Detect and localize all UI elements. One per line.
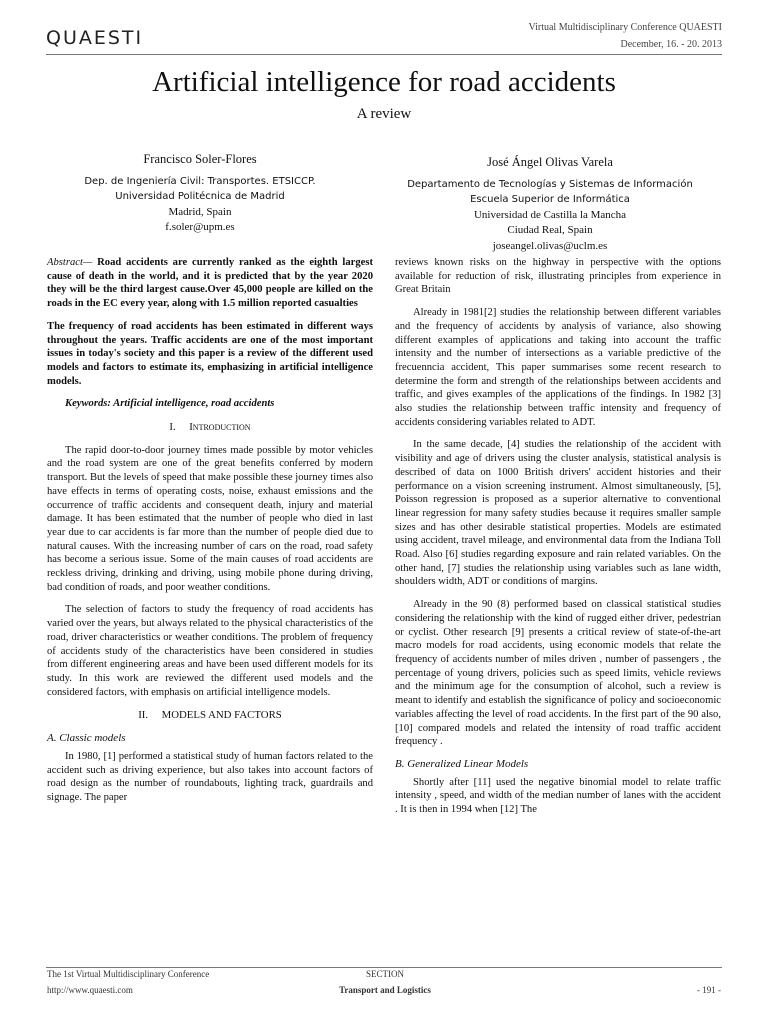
footer-left [47, 966, 209, 998]
page-number: - 191 - [697, 985, 721, 995]
footer-center [300, 966, 470, 998]
footer-section-name: Transport and Logistics [339, 985, 431, 995]
conference-name: Virtual Multidisciplinary Conference QUAESTI [528, 22, 722, 33]
keywords: Keywords: Artificial intelligence, road accidents [65, 398, 275, 410]
body-paragraph: Already in the 90 (8) performed based on classical statistical studies considering the relationship with the kind of rugged either driver, pedestrian or cyclist. Other research [9] presents a critical review of state-of-the-art macro models for road accidents, using economic models that relate the frequency of accidents number of miles driven , number of passengers , the percentage of young drivers, policies such as speed limits, vehicle reviews and the minimum age for the consumption of alcohol, such a review is meant to identify and establish the significance of policy and socioeconomic variables affecting the level of road accidents. In the first part of the 90 also, [10] compared models and related the intensity of road traffic accident frequency . [395, 599, 721, 748]
author-location: Ciudad Real, Spain [507, 224, 593, 236]
author-email[interactable]: joseangel.olivas@uclm.es [492, 239, 608, 252]
author-institution: Universidad Politécnica de Madrid [115, 191, 285, 202]
section-number: I. [169, 421, 176, 434]
abstract-paragraph [47, 256, 373, 311]
footer-section-label: SECTION [366, 969, 404, 979]
subsection-heading-glm: B. Generalized Linear Models [395, 757, 529, 770]
left-column [47, 256, 373, 814]
body-paragraph: The rapid door-to-door journey times made possible by motor vehicles and the road system are one of the great benefits conferred by modern transport. But the levels of speed that make possible these journey times also have effects in terms of operating costs, noise, exhaust emissions and the occurrence of traffic accidents and consequent death, injury and material damage. It has been estimated that the number of people who died in last year due to car accidents is far more than the number of people died due to natural causes. With the increasing number of cars on the road, road safety has become a serious issue. Some of the main causes of road accidents are reckless driving, drinking and driving, using mobile phone during driving, bad condition of roads, and poor weather conditions. [47, 444, 373, 593]
footer-conference: The 1st Virtual Multidisciplinary Conference [47, 969, 210, 979]
section-number: II. [138, 709, 149, 722]
author-department: Departamento de Tecnologías y Sistemas de Información [407, 178, 693, 190]
body-paragraph: In the same decade, [4] studies the relationship of the accident with visibility and age of drivers using the cluster analysis, statistical analysis is described of data on 1000 British drivers' accident histories and their performance on a vision screening instrument. Almost simultaneously, [5], Poisson regression is proposed as a superior alternative to conventional linear regression for many safety studies because it requires smaller sample sizes and has other desirable statistical properties. Models are estimated using accident, travel mileage, and environmental data from the Indiana Toll Road. Also [6] studies regarding exposure and rain related variables. On the other hand, [7] studies the relationship using variables such as lane width, shoulders width, ADT or conditions of margins. [395, 439, 721, 588]
header-rule [46, 54, 722, 55]
paper-subtitle: A review [356, 106, 412, 122]
conference-dates: December, 16. - 20. 2013 [620, 39, 722, 50]
body-paragraph: The selection of factors to study the frequency of road accidents has varied over the years, but always related to the physical characteristics of the road, driver characteristics or weather conditions. The problem of frequency of accidents study of the characteristics have been considered in studies from different engineering areas and have been used different models for its study. In this work are reviewed the different used models and the considered factors, with emphasis on artificial intelligence models. [47, 604, 373, 698]
body-paragraph: In 1980, [1] performed a statistical study of human factors related to the accident such as driving experience, but also takes into account factors of road design as the number of roundabouts, lighting track, guardrails and signage. The paper [47, 750, 373, 803]
conference-logo: QUAESTI [46, 27, 144, 49]
section-heading-introduction [47, 421, 373, 435]
body-paragraph: Already in 1981[2] studies the relationship between different variables and the frequency of accidents by analysis of variance, also showing different examples of applications and taking into account the traffic intensity and the number of intersections as a variable predictive of the frecuenncia accident, This paper summarises some recent research to determine the form and strength of the relationships between accidents and traffic, and gives examples of the applications of the findings. In 1982 [3] also studies the relationship between traffic intensity and frequency of accidents considering variables related to ADT. [395, 307, 721, 428]
body-paragraph: Shortly after [11] used the negative binomial model to relate traffic intensity , speed, and width of the median number of lanes with the accident . It is then in 1994 when [12] The [395, 776, 721, 816]
author-location: Madrid, Spain [168, 205, 232, 218]
author-block-1 [60, 152, 340, 236]
section-heading-models [47, 709, 373, 723]
author-email[interactable]: f.soler@upm.es [165, 221, 235, 233]
abstract-paragraph-2: The frequency of road accidents has been estimated in different ways throughout the years. Traffic accidents are one of the most important issues in today's society and this paper is a review of the different used models and factors to estimate its, emphasizing in artificial intelligence models. [47, 320, 373, 387]
section-title: MODELS AND FACTORS [161, 709, 282, 722]
subsection-heading-classic-models: A. Classic models [47, 732, 126, 745]
author-block-2 [400, 155, 700, 254]
author-school: Escuela Superior de Informática [470, 194, 630, 205]
running-header [528, 19, 722, 53]
author-name: Francisco Soler-Flores [143, 152, 257, 166]
paper-title: Artificial intelligence for road accidents [152, 66, 616, 98]
author-institution: Universidad de Castilla la Mancha [473, 208, 627, 221]
abstract-label: Abstract— [47, 257, 93, 268]
footer-url[interactable]: http://www.quaesti.com [47, 985, 133, 995]
author-department: Dep. de Ingeniería Civil: Transportes. ETSICCP. [84, 175, 316, 187]
abstract-text: Road accidents are currently ranked as the eighth largest cause of death in the world, and it is predicted that by the year 2020 they will be the third largest cause.Over 45,000 people are killed on the roads in the EC every year, along with 1.5 million reported casualties [47, 257, 373, 310]
right-column [395, 256, 721, 826]
body-paragraph: reviews known risks on the highway in perspective with the options available for reduction of risk, illustrating principles from experience in Great Britain [395, 257, 721, 296]
section-title: Introduction [189, 421, 251, 434]
author-name: José Ángel Olivas Varela [487, 155, 613, 169]
